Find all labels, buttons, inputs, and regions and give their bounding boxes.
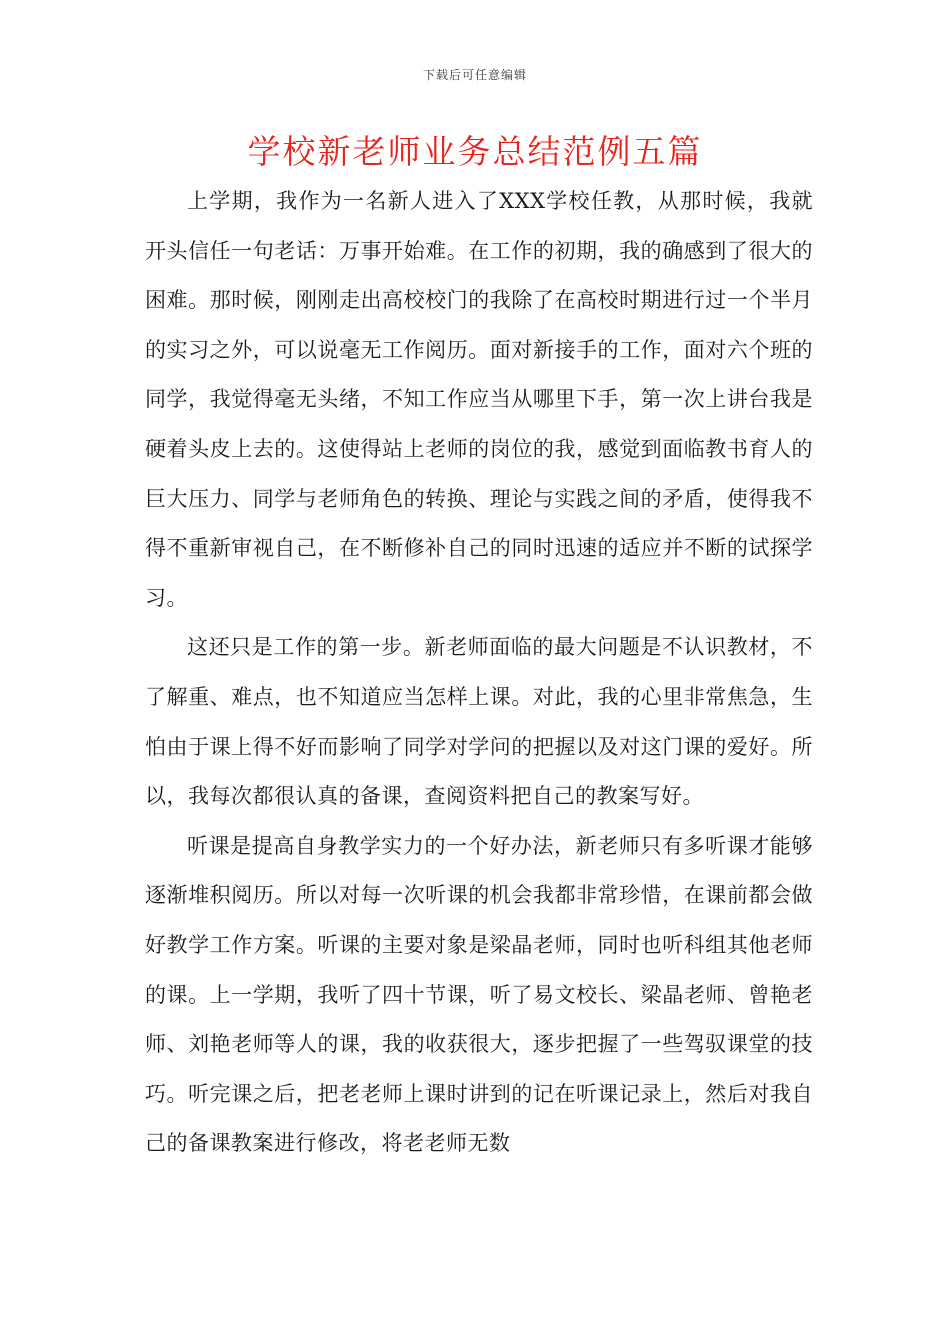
paragraph: 这还只是工作的第一步。新老师面临的最大问题是不认识教材，不了解重、难点，也不知道应当怎样上课。对此，我的心里非常焦急，生怕由于课上得不好而影响了同学对学问的把握以及对这门课的爱好。所以，我每次都很认真的备课，查阅资料把自己的教案写好。 bbox=[145, 635, 813, 809]
document-title: 学校新老师业务总结范例五篇 bbox=[247, 132, 703, 171]
paragraph: 上学期，我作为一名新人进入了XXX学校任教，从那时候，我就开头信任一句老话：万事开始难。在工作的初期，我的确感到了很大的困难。那时候，刚刚走出高校校门的我除了在高校时期进行过一个半月的实习之外，可以说毫无工作阅历。面对新接手的工作，面对六个班的同学，我觉得毫无头绪，不知工作应当从哪里下手，第一次上讲台我是硬着头皮上去的。这使得站上老师的岗位的我，感觉到面临教书育人的巨大压力、同学与老师角色的转换、理论与实践之间的矛盾，使得我不得不重新审视自己，在不断修补自己的同时迅速的适应并不断的试探学习。 bbox=[145, 189, 813, 610]
header-note: 下载后可任意编辑 bbox=[422, 68, 527, 82]
paragraph: 听课是提高自身教学实力的一个好办法，新老师只有多听课才能够逐渐堆积阅历。所以对每一次听课的机会我都非常珍惜，在课前都会做好教学工作方案。听课的主要对象是梁晶老师，同时也听科组其他老师的课。上一学期，我听了四十节课，听了易文校长、梁晶老师、曾艳老师、刘艳老师等人的课，我的收获很大，逐步把握了一些驾驭课堂的技巧。听完课之后，把老老师上课时讲到的记在听课记录上，然后对我自己的备课教案进行修改，将老老师无数 bbox=[145, 833, 813, 1156]
document-body bbox=[145, 177, 813, 1169]
